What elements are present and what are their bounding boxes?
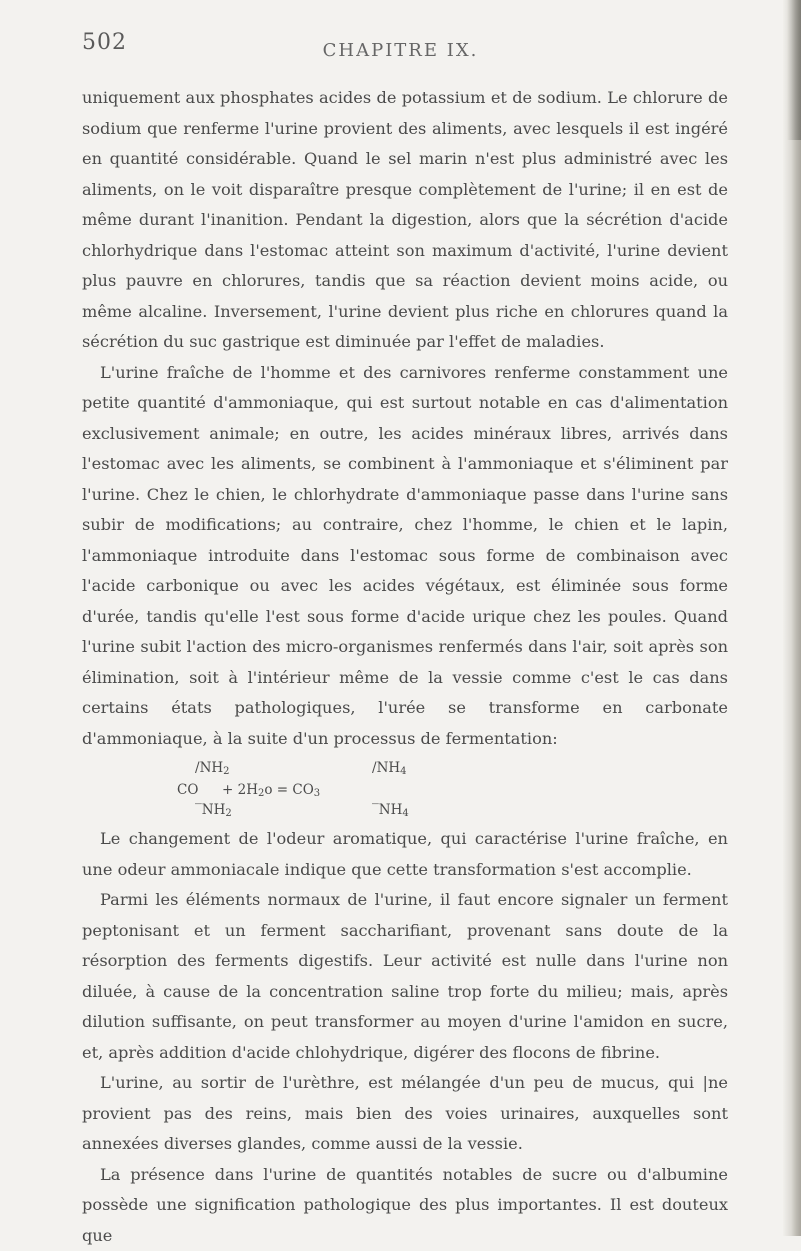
paragraph-5: L'urine, au sortir de l'urèthre, est mélangée d'un peu de mucus, qui |ne provient pas des reins, mais bien des voies urinaires, auxquelles sont annexées diverses glandes, comme aussi de la vessie. <box>82 1068 728 1160</box>
paragraph-6: La présence dans l'urine de quantités notables de sucre ou d'albumine possède une signification pathologique des plus importantes. Il est douteux que <box>82 1160 728 1251</box>
running-head: CHAPITRE IX. <box>0 40 801 61</box>
paragraph-2: L'urine fraîche de l'homme et des carnivores renferme constamment une petite quantité d'ammoniaque, qui est surtout notable en cas d'alimentation exclusivement animale; en outre, les acides minéraux libres, arrivés dans l'estomac avec les aliments, se combinent à l'ammoniaque et s'éliminent par l'urine. Chez le chien, le chlorhydrate d'ammoniaque passe dans l'urine sans subir de modifications; au contraire, chez l'homme, le chien et le lapin, l'ammoniaque introduite dans l'estomac sous forme de combinaison avec l'acide carbonique ou avec les acides végétaux, est éliminée sous forme d'urée, tandis qu'elle l'est sous forme d'acide urique chez les poules. Quand l'urine subit l'action des micro-organismes renfermés dans l'air, soit après son élimination, soit à l'intérieur même de la vessie comme c'est le cas dans certains états pathologiques, l'urée se transforme en carbonate d'ammoniaque, à la suite d'un processus de fermentation: <box>82 358 728 755</box>
page-edge-top-shadow <box>787 0 801 140</box>
paragraph-1: uniquement aux phosphates acides de potassium et de sodium. Le chlorure de sodium que renferme l'urine provient des aliments, avec lesquels il est ingéré en quantité considérable. Quand le sel marin n'est plus administré avec les aliments, on le voit disparaître presque complètement de l'urine; il en est de même durant l'inanition. Pendant la digestion, alors que la sécrétion d'acide chlorhydrique dans l'estomac atteint son maximum d'activité, l'urine devient plus pauvre en chlorures, tandis que sa réaction devient moins acide, ou même alcaline. Inversement, l'urine devient plus riche en chlorures quand la sécrétion du suc gastrique est diminuée par l'effet de maladies. <box>82 83 728 358</box>
formula-lower-right: $‾NH_4$ <box>372 802 409 822</box>
chemical-equation <box>82 760 728 824</box>
body-text <box>82 83 728 1251</box>
formula-upper-left: $/NH_2$ <box>195 760 230 780</box>
formula-middle: + $2H_2o = CO_3$ <box>222 782 320 802</box>
page-number: 502 <box>82 30 127 55</box>
paragraph-3: Le changement de l'odeur aromatique, qui caractérise l'urine fraîche, en une odeur ammoniacale indique que cette transformation s'est accomplie. <box>82 824 728 885</box>
paragraph-4: Parmi les éléments normaux de l'urine, il faut encore signaler un ferment peptonisant et un ferment saccharifiant, provenant sans doute de la résorption des ferments digestifs. Leur activité est nulle dans l'urine non diluée, à cause de la concentration saline trop forte du milieu; mais, après dilution suffisante, on peut transformer au moyen d'urine l'amidon en sucre, et, après addition d'acide chlohydrique, digérer des flocons de fibrine. <box>82 885 728 1068</box>
page-edge-shadow <box>783 0 801 1236</box>
formula-lower-left: $‾NH_2$ <box>195 802 232 822</box>
formula-upper-right: $/NH_4$ <box>372 760 407 780</box>
formula-co-left: CO <box>177 782 198 798</box>
